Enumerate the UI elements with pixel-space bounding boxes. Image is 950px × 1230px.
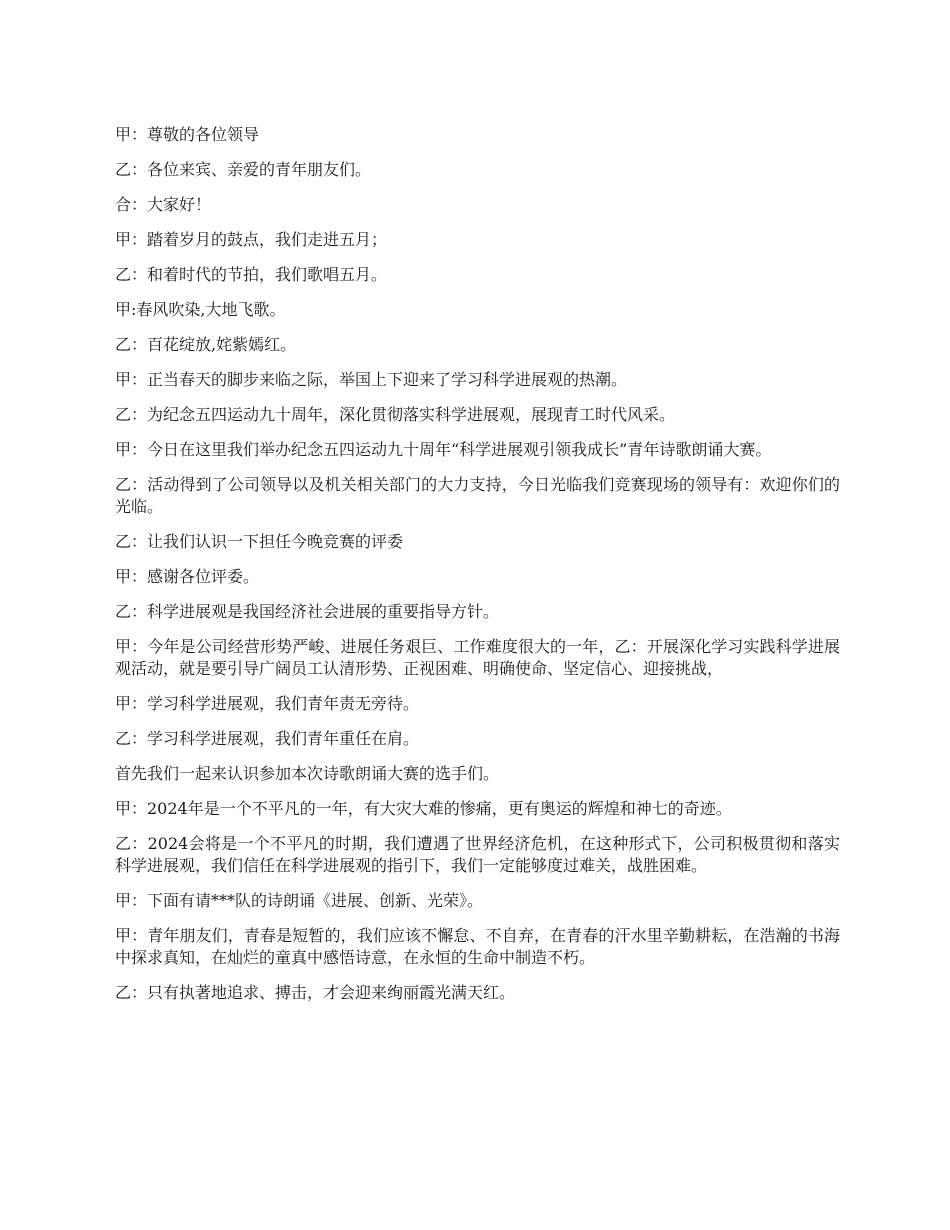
paragraph: 乙：只有执著地追求、搏击，才会迎来绚丽霞光满天红。	[115, 983, 516, 1002]
paragraph: 首先我们一起来认识参加本次诗歌朗诵大赛的选手们。	[115, 764, 500, 783]
paragraph: 甲：踏着岁月的鼓点，我们走进五月；	[115, 230, 388, 249]
paragraph: 合：大家好！	[115, 195, 212, 214]
document-body	[115, 124, 840, 1017]
paragraph: 甲：学习科学进展观，我们青年责无旁待。	[115, 694, 420, 713]
paragraph: 甲：正当春天的脚步来临之际，举国上下迎来了学习科学进展观的热潮。	[115, 370, 628, 389]
paragraph: 甲：今年是公司经营形势严峻、进展任务艰巨、工作难度很大的一年，乙：开展深化学习实践科学进展观活动，就是要引导广阔员工认清形势、正视困难、明确使命、坚定信心、迎接挑战，	[115, 637, 840, 678]
paragraph: 乙：为纪念五四运动九十周年，深化贯彻落实科学进展观，展现青工时代风采。	[115, 405, 676, 424]
paragraph: 乙：活动得到了公司领导以及机关相关部门的大力支持，今日光临我们竞赛现场的领导有：欢迎你们的光临。	[115, 475, 840, 516]
paragraph: 乙：各位来宾、亲爱的青年朋友们。	[115, 160, 372, 179]
paragraph: 甲：下面有请***队的诗朗诵《进展、创新、光荣》。	[115, 891, 484, 910]
paragraph: 甲：感谢各位评委。	[115, 567, 260, 586]
paragraph: 甲：尊敬的各位领导	[115, 125, 260, 144]
paragraph: 甲:春风吹染,大地飞歌。	[115, 300, 286, 319]
paragraph: 甲：2024年是一个不平凡的一年，有大灾大难的惨痛，更有奥运的辉煌和神七的奇迹。	[115, 799, 732, 818]
paragraph: 乙：科学进展观是我国经济社会进展的重要指导方针。	[115, 602, 500, 621]
paragraph: 乙：2024会将是一个不平凡的时期，我们遭遇了世界经济危机，在这种形式下，公司积极贯彻和落实科学进展观，我们信任在科学进展观的指引下，我们一定能够度过难关，战胜困难。	[115, 834, 840, 875]
paragraph: 甲：今日在这里我们举办纪念五四运动九十周年“科学进展观引领我成长”青年诗歌朗诵大赛。	[115, 440, 772, 459]
paragraph: 乙：学习科学进展观，我们青年重任在肩。	[115, 729, 420, 748]
paragraph: 乙：和着时代的节拍，我们歌唱五月。	[115, 265, 388, 284]
paragraph: 甲：青年朋友们，青春是短暂的，我们应该不懈怠、不自弃，在青春的汗水里辛勤耕耘，在浩瀚的书海中探求真知，在灿烂的童真中感悟诗意，在永恒的生命中制造不朽。	[115, 926, 840, 967]
paragraph: 乙：让我们认识一下担任今晚竞赛的评委	[115, 532, 404, 551]
paragraph: 乙：百花绽放,姹紫嫣红。	[115, 335, 297, 354]
